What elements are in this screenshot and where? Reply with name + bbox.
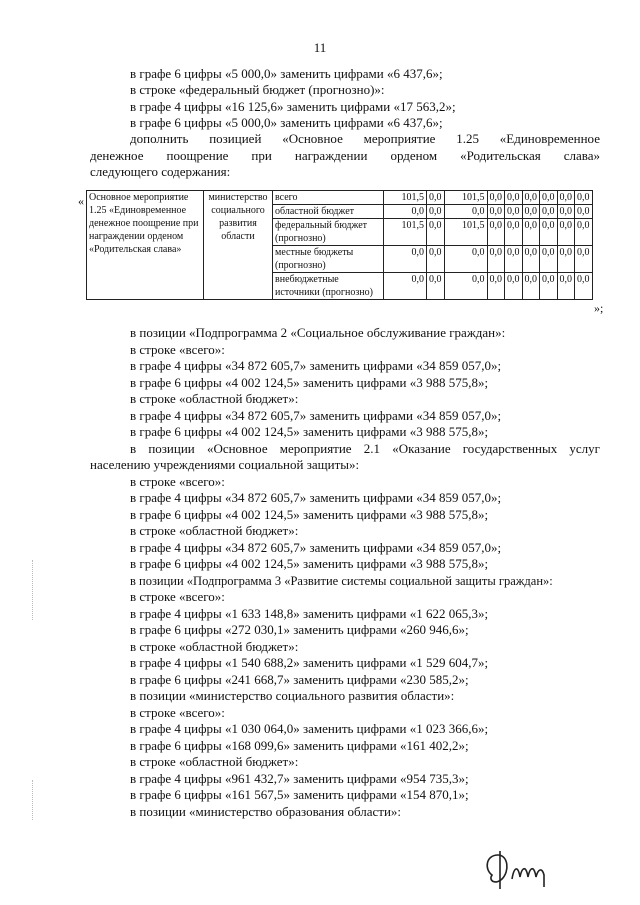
value-cell: 0,0	[487, 273, 505, 300]
text-line: в графе 4 цифры «1 633 148,8» заменить цифрами «1 622 065,3»;	[130, 606, 489, 621]
text-line: в графе 4 цифры «34 872 605,7» заменить цифрами «34 859 057,0»;	[130, 540, 502, 555]
value-cell: 0,0	[557, 191, 575, 205]
value-cell: 0,0	[427, 219, 445, 246]
table-open-quote: «	[78, 194, 84, 208]
text-line: в строке «областной бюджет»:	[130, 391, 299, 406]
value-cell: 0,0	[540, 205, 558, 219]
value-cell: 0,0	[505, 191, 523, 205]
value-cell: 0,0	[487, 219, 505, 246]
value-cell: 101,5	[384, 219, 427, 246]
text-line: в графе 6 цифры «4 002 124,5» заменить цифрами «3 988 575,8»;	[130, 556, 489, 571]
value-cell: 0,0	[575, 246, 593, 273]
text-line: дополнить позицией «Основное мероприятие 1.25 «Единовременное	[130, 131, 600, 146]
source-cell: местные бюджеты (прогнозно)	[273, 246, 384, 273]
text-line: в графе 6 цифры «168 099,6» заменить цифрами «161 402,2»;	[130, 738, 469, 753]
binding-mark	[32, 560, 33, 620]
text-line: денежное поощрение при награждении орденом «Родительская слава»	[90, 148, 600, 163]
text-line: в графе 4 цифры «1 540 688,2» заменить цифрами «1 529 604,7»;	[130, 655, 489, 670]
value-cell: 101,5	[444, 219, 487, 246]
value-cell: 0,0	[505, 205, 523, 219]
text-line: в графе 4 цифры «34 872 605,7» заменить цифрами «34 859 057,0»;	[130, 490, 502, 505]
value-cell: 0,0	[522, 246, 540, 273]
text-line: в строке «всего»:	[130, 705, 225, 720]
value-cell: 0,0	[427, 205, 445, 219]
value-cell: 0,0	[505, 219, 523, 246]
source-cell: внебюджетные источники (прогнозно)	[273, 273, 384, 300]
text-line: в графе 6 цифры «4 002 124,5» заменить цифрами «3 988 575,8»;	[130, 424, 489, 439]
value-cell: 0,0	[540, 273, 558, 300]
text-line: в графе 6 цифры «4 002 124,5» заменить цифрами «3 988 575,8»;	[130, 375, 489, 390]
value-cell: 0,0	[522, 273, 540, 300]
value-cell: 101,5	[384, 191, 427, 205]
text-line: в позиции «Подпрограмма 3 «Развитие системы социальной защиты граждан»:	[130, 574, 553, 588]
binding-mark	[32, 780, 33, 820]
text-line: в графе 6 цифры «4 002 124,5» заменить цифрами «3 988 575,8»;	[130, 507, 489, 522]
value-cell: 0,0	[487, 246, 505, 273]
page-number: 11	[313, 40, 327, 55]
text-line: в графе 4 цифры «34 872 605,7» заменить цифрами «34 859 057,0»;	[130, 408, 502, 423]
value-cell: 0,0	[522, 205, 540, 219]
text-line: в графе 6 цифры «241 668,7» заменить цифрами «230 585,2»;	[130, 672, 469, 687]
value-cell: 0,0	[505, 246, 523, 273]
signature-mark	[478, 845, 558, 895]
value-cell: 0,0	[575, 205, 593, 219]
insert-table	[86, 190, 593, 300]
value-cell: 101,5	[444, 191, 487, 205]
text-line: населению учреждениями социальной защиты»:	[90, 457, 360, 472]
text-line: в строке «областной бюджет»:	[130, 523, 299, 538]
value-cell: 0,0	[540, 219, 558, 246]
text-line: в графе 4 цифры «1 030 064,0» заменить цифрами «1 023 366,6»;	[130, 721, 489, 736]
text-line: в строке «всего»:	[130, 589, 225, 604]
text-line: в строке «областной бюджет»:	[130, 639, 299, 654]
text-line: в графе 4 цифры «34 872 605,7» заменить цифрами «34 859 057,0»;	[130, 358, 502, 373]
value-cell: 0,0	[384, 246, 427, 273]
text-line: в позиции «Подпрограмма 2 «Социальное обслуживание граждан»:	[130, 325, 506, 340]
text-line: в графе 6 цифры «272 030,1» заменить цифрами «260 946,6»;	[130, 622, 469, 637]
source-cell: областной бюджет	[273, 205, 384, 219]
text-line: в графе 6 цифры «5 000,0» заменить цифрами «6 437,6»;	[130, 115, 443, 130]
value-cell: 0,0	[505, 273, 523, 300]
value-cell: 0,0	[427, 273, 445, 300]
source-cell: федеральный бюджет (прогнозно)	[273, 219, 384, 246]
value-cell: 0,0	[557, 205, 575, 219]
value-cell: 0,0	[557, 273, 575, 300]
text-line: в строке «всего»:	[130, 342, 225, 357]
text-line: в графе 6 цифры «5 000,0» заменить цифрами «6 437,6»;	[130, 66, 443, 81]
executor-cell: министерство социального развития области	[204, 191, 273, 300]
text-line: в строке «всего»:	[130, 474, 225, 489]
value-cell: 0,0	[487, 205, 505, 219]
value-cell: 0,0	[540, 191, 558, 205]
text-line: следующего содержания:	[90, 164, 231, 179]
value-cell: 0,0	[444, 205, 487, 219]
value-cell: 0,0	[444, 273, 487, 300]
text-line: в строке «областной бюджет»:	[130, 754, 299, 769]
table-close-quote: »;	[594, 301, 604, 315]
value-cell: 0,0	[575, 219, 593, 246]
value-cell: 0,0	[557, 219, 575, 246]
value-cell: 0,0	[575, 191, 593, 205]
measure-cell: Основное мероприятие 1.25 «Единовременное денежное поощрение при награждении орденом «Родительская слава»	[87, 191, 204, 300]
table-row	[87, 191, 593, 205]
value-cell: 0,0	[384, 273, 427, 300]
value-cell: 0,0	[522, 191, 540, 205]
value-cell: 0,0	[575, 273, 593, 300]
source-cell: всего	[273, 191, 384, 205]
value-cell: 0,0	[487, 191, 505, 205]
value-cell: 0,0	[557, 246, 575, 273]
text-line: в графе 4 цифры «961 432,7» заменить цифрами «954 735,3»;	[130, 771, 469, 786]
text-line: в графе 6 цифры «161 567,5» заменить цифрами «154 870,1»;	[130, 787, 469, 802]
text-line: в позиции «министерство социального развития области»:	[130, 688, 455, 703]
value-cell: 0,0	[427, 246, 445, 273]
text-line: в строке «федеральный бюджет (прогнозно)»:	[130, 82, 385, 97]
value-cell: 0,0	[384, 205, 427, 219]
text-line: в позиции «Основное мероприятие 2.1 «Оказание государственных услуг	[130, 441, 600, 456]
text-line: в графе 4 цифры «16 125,6» заменить цифрами «17 563,2»;	[130, 99, 456, 114]
value-cell: 0,0	[522, 219, 540, 246]
text-line: в позиции «министерство образования области»:	[130, 804, 402, 819]
value-cell: 0,0	[444, 246, 487, 273]
value-cell: 0,0	[427, 191, 445, 205]
value-cell: 0,0	[540, 246, 558, 273]
